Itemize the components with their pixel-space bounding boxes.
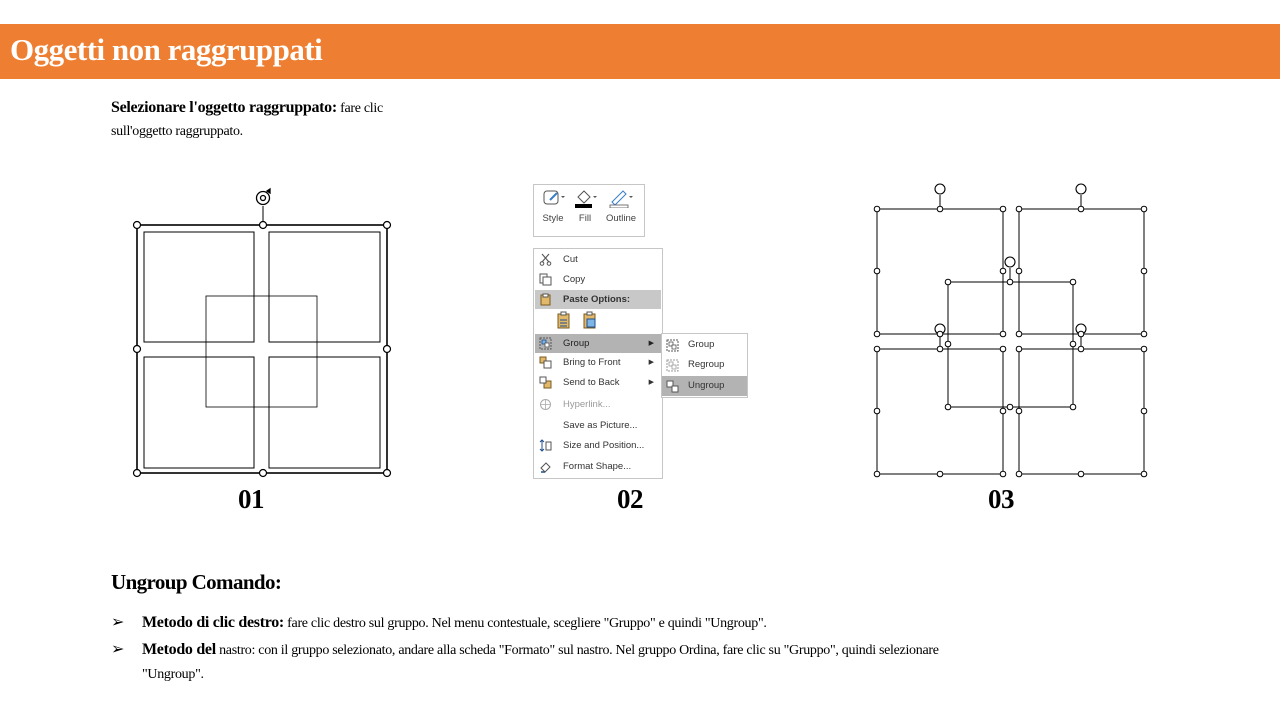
slide-title: Oggetti non raggruppati <box>10 32 323 67</box>
menu-item-bring-to-front[interactable] <box>535 353 661 372</box>
ribbon-fill-label: Fill <box>578 213 592 224</box>
menu-item-copy[interactable] <box>535 270 661 289</box>
ribbon-outline-button[interactable] <box>604 188 638 224</box>
menu-label-group: Group <box>563 338 590 349</box>
section-heading: Ungroup Comando: <box>111 570 282 594</box>
menu-label-save-as-picture: Save as Picture... <box>563 420 638 431</box>
submenu-arrow-icon: ▶ <box>648 379 654 386</box>
bullet-item <box>111 638 971 687</box>
selection-handles <box>134 222 391 477</box>
figure-label-01: 01 <box>238 484 264 514</box>
intro-bold: Selezionare l'oggetto raggruppato: <box>111 99 337 116</box>
rotate-handle-icon <box>935 184 1086 334</box>
submenu-arrow-icon: ▶ <box>648 340 654 347</box>
bring-front-icon <box>539 356 552 369</box>
menu-item-send-to-back[interactable] <box>535 373 661 392</box>
paste-keep-formatting-icon <box>558 312 569 328</box>
menu-item-cut[interactable] <box>535 250 661 269</box>
bullet-list <box>111 611 971 689</box>
menu-label-size-and-position: Size and Position... <box>563 440 645 451</box>
menu-item-group[interactable] <box>535 334 661 353</box>
hyperlink-icon <box>539 398 552 411</box>
figure-03-ungrouped <box>868 180 1153 482</box>
paste-icon <box>539 293 552 306</box>
submenu-label-group: Group <box>688 339 715 350</box>
intro-rest: fare clic sull'oggetto raggruppato. <box>111 101 383 139</box>
submenu-arrow-icon: ▶ <box>648 359 654 366</box>
submenu-item-regroup[interactable] <box>662 355 747 375</box>
menu-item-save-as-picture[interactable] <box>535 416 661 435</box>
bullet-text: fare clic destro sul gruppo. Nel menu contestuale, scegliere "Gruppo" e quindi "Ungroup". <box>283 616 767 631</box>
send-back-icon <box>539 376 552 389</box>
title-bar <box>0 24 1280 79</box>
format-shape-icon <box>539 460 552 473</box>
group-submenu <box>661 333 748 398</box>
bullet-item <box>111 611 971 636</box>
menu-label-bring-to-front: Bring to Front <box>563 357 621 368</box>
context-menu <box>533 248 663 479</box>
ribbon-fill-button[interactable] <box>568 188 602 224</box>
fill-bucket-icon <box>572 188 598 208</box>
menu-label-hyperlink: Hyperlink... <box>563 399 611 410</box>
scissors-icon <box>539 253 552 266</box>
group-icon <box>539 337 552 350</box>
intro-text <box>111 96 431 143</box>
menu-item-format-shape[interactable] <box>535 457 661 476</box>
figure-01-grouped <box>128 186 398 482</box>
submenu-item-ungroup[interactable] <box>662 376 747 396</box>
paste-picture-icon <box>584 312 595 328</box>
menu-header-paste-options <box>535 290 661 309</box>
style-icon <box>540 188 566 208</box>
menu-label-paste-options: Paste Options: <box>563 294 631 305</box>
bullet-bold: Metodo di clic destro: <box>142 614 284 631</box>
rotate-handle-icon <box>257 189 271 205</box>
selection-handles <box>874 206 1147 477</box>
paste-option-buttons[interactable] <box>556 311 606 331</box>
submenu-item-group[interactable] <box>662 335 747 355</box>
bullet-text: nastro: con il gruppo selezionato, andare alla scheda "Formato" sul nastro. Nel gruppo Ordina, fare clic su "Gruppo", quindi selezionare "Ungroup". <box>142 643 939 682</box>
figure-label-02: 02 <box>617 484 643 514</box>
menu-item-hyperlink[interactable] <box>535 395 661 414</box>
submenu-label-ungroup: Ungroup <box>688 380 725 391</box>
arrow-bullet-icon: ➢ <box>111 641 125 658</box>
format-ribbon-group <box>533 184 645 237</box>
menu-label-copy: Copy <box>563 274 586 285</box>
size-position-icon <box>539 439 552 452</box>
ribbon-style-label: Style <box>542 213 564 224</box>
submenu-label-regroup: Regroup <box>688 359 725 370</box>
regroup-icon <box>666 359 679 372</box>
bullet-bold: Metodo del <box>142 641 216 658</box>
arrow-bullet-icon: ➢ <box>111 614 125 631</box>
figure-label-03: 03 <box>988 484 1014 514</box>
menu-item-size-and-position[interactable] <box>535 436 661 455</box>
ribbon-style-button[interactable] <box>536 188 570 224</box>
menu-label-cut: Cut <box>563 254 578 265</box>
copy-icon <box>539 273 552 286</box>
group-icon <box>666 339 679 352</box>
ribbon-outline-label: Outline <box>605 213 637 224</box>
ungroup-icon <box>666 380 679 393</box>
menu-label-send-to-back: Send to Back <box>563 377 620 388</box>
menu-label-format-shape: Format Shape... <box>563 461 632 472</box>
outline-pen-icon <box>608 188 634 208</box>
